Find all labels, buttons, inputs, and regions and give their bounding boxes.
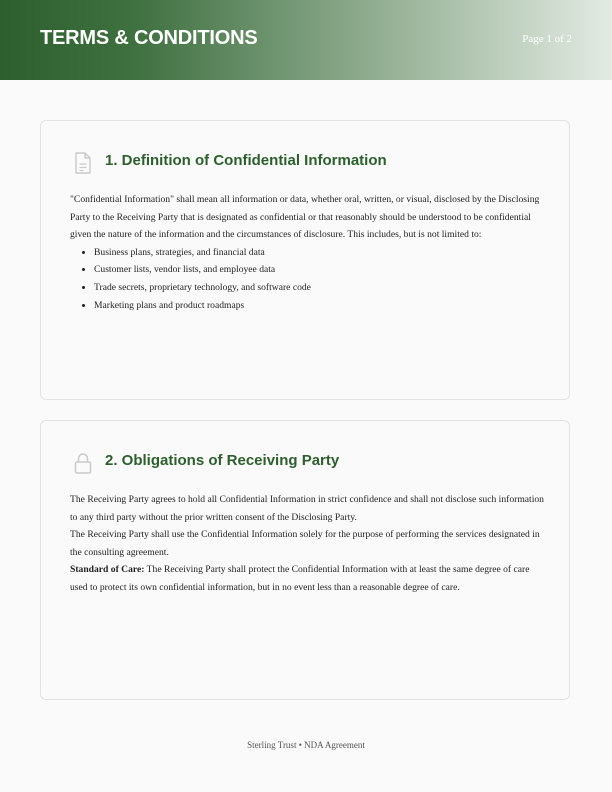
page-indicator: Page 1 of 2 xyxy=(522,33,572,45)
list-item: • Trade secrets, proprietary technology, and software code xyxy=(94,279,544,297)
standard-of-care-text: The Receiving Party shall protect the Confidential Information with at least the same degree of care used to protect its own confidential information, but in no event less than a reasonable degree of care. xyxy=(70,564,530,593)
standard-of-care-paragraph xyxy=(70,561,544,596)
section-card-confidential-info xyxy=(40,120,570,400)
bullet-list xyxy=(70,244,544,314)
list-item: • Business plans, strategies, and financial data xyxy=(94,244,544,262)
paragraph: The Receiving Party shall use the Confidential Information solely for the purpose of performing the services designated in the consulting agreement. xyxy=(70,529,540,558)
footer-text: Sterling Trust • NDA Agreement xyxy=(247,740,365,750)
standard-of-care-label: Standard of Care: xyxy=(70,564,145,576)
header-banner xyxy=(0,0,612,80)
section-title: 1. Definition of Confidential Information xyxy=(105,152,387,169)
section-card-obligations xyxy=(40,420,570,700)
section-intro: "Confidential Information" shall mean all information or data, whether oral, written, or visual, disclosed by the Disclosing Party to the Receiving Party that is designated as confidential or that reasonably should be understood to be confidential given the nature of the information and the circumstances of disclosure. This includes, but is not limited to: xyxy=(70,194,540,241)
section-title: 2. Obligations of Receiving Party xyxy=(105,452,340,469)
paragraph: The Receiving Party agrees to hold all Confidential Information in strict confidence and shall not disclose such information to any third party without the prior written consent of the Disclosing Party. xyxy=(70,494,544,523)
document-icon xyxy=(73,151,93,175)
section-body xyxy=(70,491,544,597)
page-title: TERMS & CONDITIONS xyxy=(40,27,258,49)
list-item: • Marketing plans and product roadmaps xyxy=(94,297,544,315)
list-item: • Customer lists, vendor lists, and employee data xyxy=(94,261,544,279)
lock-icon xyxy=(73,451,93,475)
section-body xyxy=(70,191,544,314)
